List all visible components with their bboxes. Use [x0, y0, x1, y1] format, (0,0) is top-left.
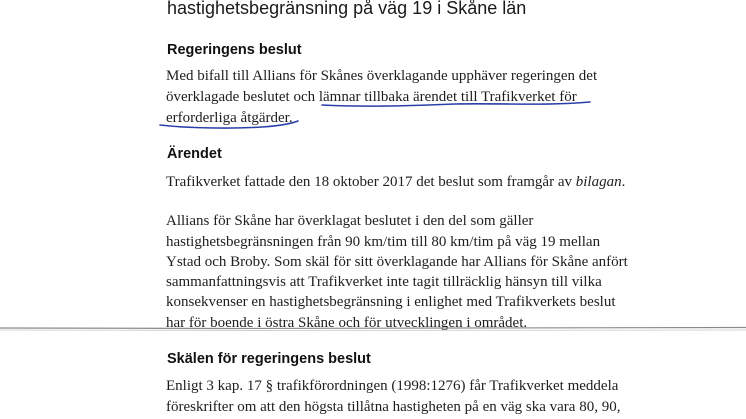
- reasons-line-1: Enligt 3 kap. 17 § trafikförordningen (1998:1276) får Trafikverket meddela: [166, 378, 619, 394]
- decision-line-1: Med bifall till Allians för Skånes överklagande upphäver regeringen det: [166, 68, 598, 84]
- matter-paragraph-line-3: Ystad och Broby. Som skäl för sitt överklagande har Allians för Skåne anfört: [166, 254, 628, 270]
- heading-decision: Regeringens beslut: [167, 42, 302, 58]
- heading-reasons: Skälen för regeringens beslut: [167, 351, 371, 367]
- reasons-line-2: föreskrifter om att den högsta tillåtna hastigheten på en väg ska vara 80, 90,: [166, 399, 621, 415]
- decision-line-3: erforderliga åtgärder.: [166, 110, 293, 126]
- matter-line-1: [166, 172, 625, 192]
- decision-line-2: överklagade beslutet och lämnar tillbaka ärendet till Trafikverket för: [166, 89, 577, 105]
- matter-paragraph-line-5: konsekvenser en hastighetsbegränsning i enlighet med Trafikverkets beslut: [166, 294, 616, 310]
- heading-matter: Ärendet: [167, 146, 222, 162]
- attachment-reference: bilagan: [575, 174, 622, 190]
- document-title: hastighetsbegränsning på väg 19 i Skåne län: [167, 0, 527, 18]
- matter-paragraph-line-1: Allians för Skåne har överklagat beslutet i den del som gäller: [166, 213, 534, 229]
- matter-line-1-text: Trafikverket fattade den 18 oktober 2017 det beslut som framgår av: [166, 174, 576, 190]
- matter-line-1-end: .: [621, 174, 626, 190]
- matter-paragraph-line-4: sammanfattningsvis att Trafikverket inte tagit tillräcklig hänsyn till vilka: [166, 274, 602, 290]
- page-break-rule: [0, 325, 746, 333]
- matter-paragraph-line-2: hastighetsbegränsningen från 90 km/tim till 80 km/tim på väg 19 mellan: [166, 234, 601, 250]
- matter-paragraph-line-6: har för boende i östra Skåne och för utvecklingen i området.: [166, 315, 528, 331]
